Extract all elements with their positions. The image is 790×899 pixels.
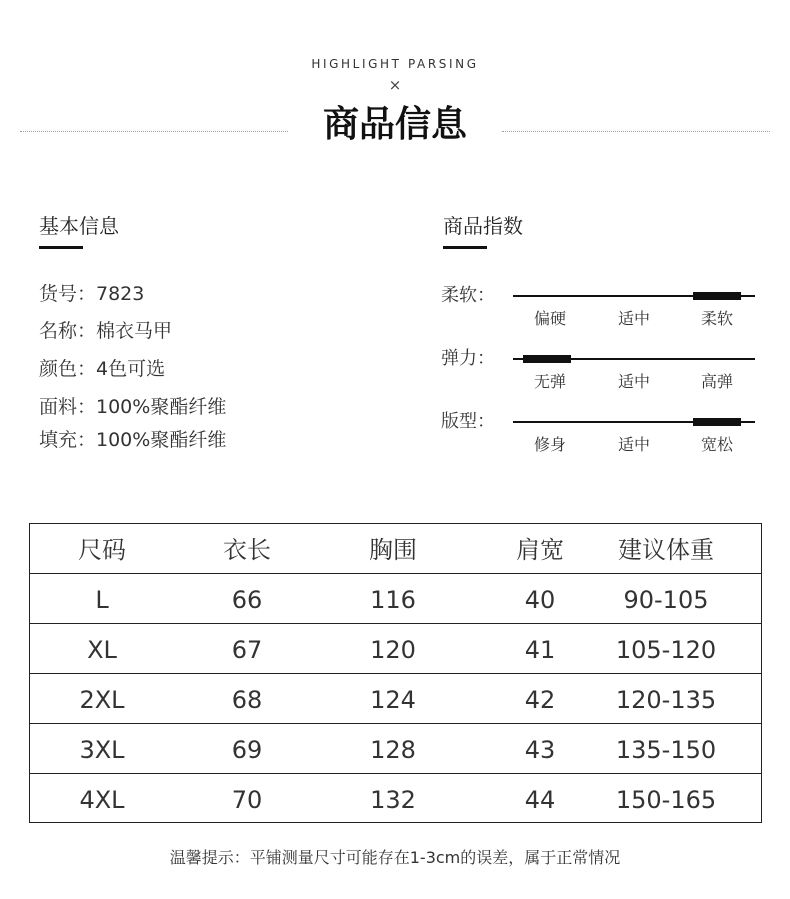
- table-header-cell: 胸围: [369, 536, 417, 564]
- table-cell: 132: [370, 786, 416, 814]
- table-cell: XL: [87, 636, 117, 664]
- page-title: 商品信息: [322, 104, 467, 145]
- table-cell: 135-150: [615, 736, 717, 764]
- index-option: 适中: [617, 309, 650, 328]
- index-option: 无弹: [533, 372, 566, 391]
- table-cell: 69: [231, 736, 263, 764]
- table-row: [30, 724, 761, 774]
- index-option: 适中: [617, 435, 650, 454]
- table-cell: 40: [524, 586, 556, 614]
- table-cell: 120: [370, 636, 416, 664]
- table-cell: 66: [231, 586, 263, 614]
- index-label: 版型：: [441, 411, 495, 432]
- table-cell: 3XL: [79, 736, 125, 764]
- table-cell: 105-120: [615, 636, 717, 664]
- product-index-title: 商品指数: [443, 214, 523, 238]
- table-cell: 67: [231, 636, 263, 664]
- close-icon: ×: [388, 76, 402, 94]
- info-item-code: 货号：7823: [39, 283, 145, 305]
- index-option: 修身: [533, 435, 566, 454]
- header-subtitle: HIGHLIGHT PARSING: [311, 57, 479, 71]
- table-cell: 128: [370, 736, 416, 764]
- index-option: 柔软: [700, 309, 733, 328]
- table-cell: 120-135: [615, 686, 717, 714]
- table-cell: 68: [231, 686, 263, 714]
- basic-info-underline: [39, 246, 83, 249]
- index-label: 弹力：: [441, 348, 495, 369]
- index-marker: [693, 292, 741, 300]
- info-item-color: 颜色：4色可选: [39, 358, 166, 380]
- basic-info-title: 基本信息: [39, 214, 119, 238]
- table-cell: L: [95, 586, 109, 614]
- table-header-cell: 尺码: [78, 536, 126, 564]
- table-header-cell: 肩宽: [516, 536, 564, 564]
- table-cell: 4XL: [79, 786, 125, 814]
- info-item-name: 名称：棉衣马甲: [39, 320, 173, 342]
- table-cell: 2XL: [79, 686, 125, 714]
- table-row: [30, 674, 761, 724]
- index-option: 偏硬: [533, 309, 566, 328]
- table-row: [30, 574, 761, 624]
- info-item-fabric: 面料：100%聚酯纤维: [39, 396, 227, 418]
- dotted-divider-right: [502, 131, 770, 132]
- table-cell: 116: [370, 586, 416, 614]
- measurement-note: 温馨提示：平铺测量尺寸可能存在1-3cm的误差，属于正常情况: [169, 848, 621, 867]
- index-marker: [523, 355, 571, 363]
- info-item-filling: 填充：100%聚酯纤维: [39, 429, 227, 451]
- table-cell: 150-165: [615, 786, 717, 814]
- index-option: 宽松: [700, 435, 733, 454]
- table-cell: 43: [524, 736, 556, 764]
- product-index-underline: [443, 246, 487, 249]
- table-cell: 70: [231, 786, 263, 814]
- table-row: [30, 624, 761, 674]
- table-header-cell: 衣长: [223, 536, 271, 564]
- index-marker: [693, 418, 741, 426]
- table-cell: 41: [524, 636, 556, 664]
- size-table: [29, 523, 762, 823]
- index-option: 高弹: [700, 372, 733, 391]
- table-header-row: [30, 524, 761, 574]
- table-header-cell: 建议体重: [618, 536, 714, 564]
- index-option: 适中: [617, 372, 650, 391]
- table-cell: 124: [370, 686, 416, 714]
- table-row: [30, 774, 761, 824]
- index-label: 柔软：: [441, 285, 495, 306]
- table-cell: 90-105: [623, 586, 709, 614]
- table-cell: 44: [524, 786, 556, 814]
- table-cell: 42: [524, 686, 556, 714]
